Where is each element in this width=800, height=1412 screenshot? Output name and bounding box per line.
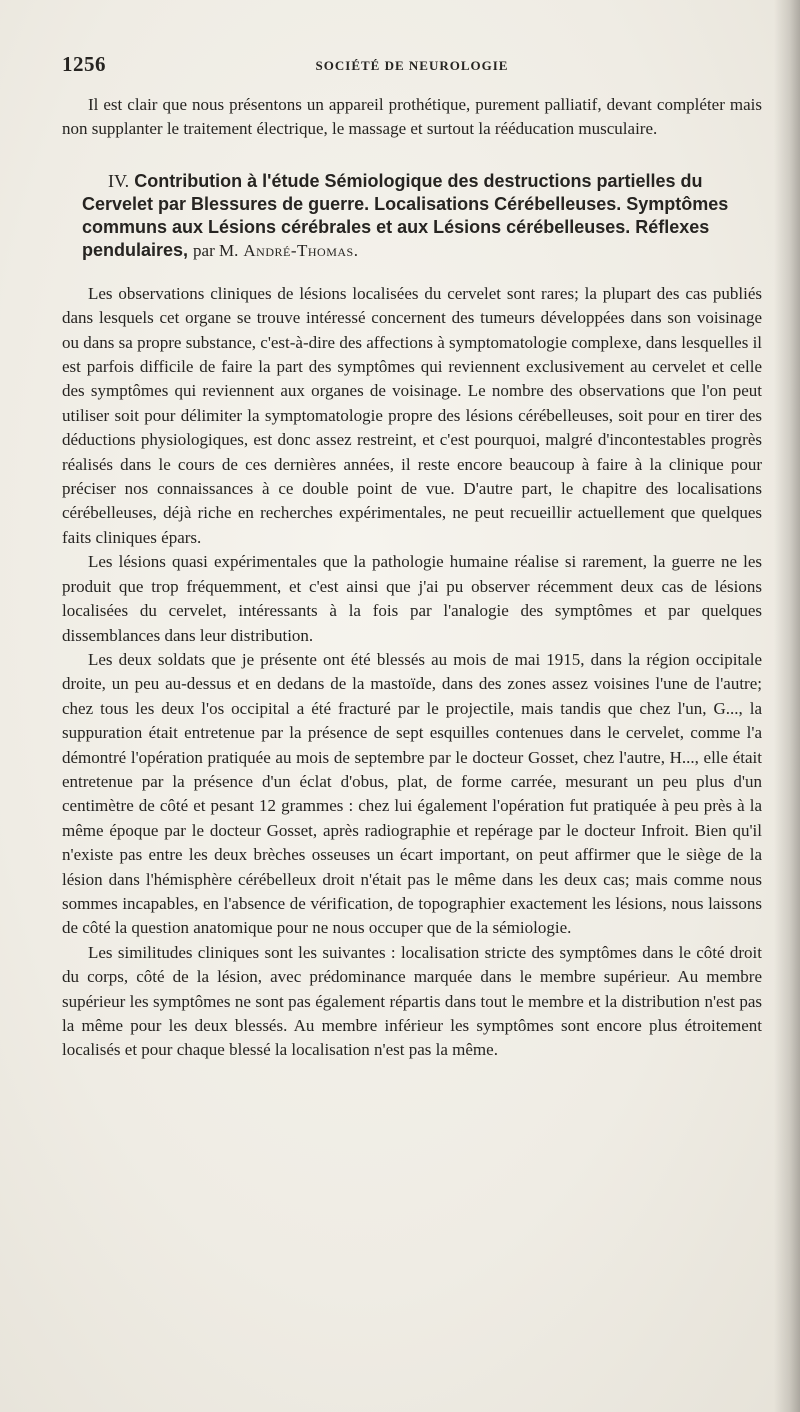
section-numeral: IV. — [108, 170, 130, 191]
page-header — [62, 52, 762, 82]
intro-paragraph: Il est clair que nous présentons un appareil prothétique, purement palliatif, devant compléter mais non supplanter le traitement électrique, le massage et surtout la rééducation musculaire. — [62, 95, 762, 139]
section-author: André-Thomas. — [243, 240, 359, 260]
body-paragraph-1: Les observations cliniques de lésions localisées du cervelet sont rares; la plupart des cas publiés dans lesquels cet organe se trouve intéressé concernent des tumeurs développées dans son voisinage ou dans sa propre substance, c'est-à-dire des affections à symptomatologie complexe, dans lesquelles il est parfois difficile de faire la part des symptômes qui reviennent exclusivement au cervelet et celle des symptômes qui reviennent aux organes de voisinage. Le nombre des observations que l'on peut utiliser soit pour délimiter la symptomatologie propre des lésions cérébelleuses, soit pour en tirer des déductions physiologiques, est donc assez restreint, et c'est pourquoi, malgré d'incontestables progrès réalisés dans le cours de ces dernières années, il reste encore beaucoup à faire à la clinique pour préciser nos connaissances à ce double point de vue. D'autre part, le chapitre des localisations cérébelleuses, déjà riche en recherches expérimentales, ne peut recueillir actuellement que quelques faits cliniques épars. — [62, 283, 763, 547]
running-head: SOCIÉTÉ DE NEUROLOGIE — [315, 58, 509, 73]
section-title: Contribution à l'étude Sémiologique des destructions partielles du Cervelet par Blessures de guerre. Localisations Cérébelleuses. Symptômes communs aux Lésions cérébrales et aux Lésions cérébelleuses. Réflexes pendulaires, — [82, 170, 729, 260]
page-number: 1256 — [62, 52, 106, 76]
heading-spacer — [62, 262, 762, 282]
body-paragraph-2: Les lésions quasi expérimentales que la pathologie humaine réalise si rarement, la guerre ne les produit que trop fréquemment, et c'est ainsi que j'ai pu observer récemment deux cas de lésions localisées du cervelet, intéressants à la fois par l'analogie des symptômes et par quelques dissemblances dans leur distribution. — [62, 552, 762, 645]
body-paragraph-3: Les deux soldats que je présente ont été blessés au mois de mai 1915, dans la région occipitale droite, un peu au-dessus et en dedans de la mastoïde, dans des zones assez voisines l'une de l'autre; chez tous les deux l'os occipital a été fracturé par le projectile, mais tandis que chez l'un, G..., la suppuration était entretenue par la présence de sept esquilles contenues dans le cervelet, comme l'a démontré l'opération pratiquée au mois de septembre par le docteur Gosset, chez l'autre, H..., elle était entretenue par la présence d'un éclat d'obus, plat, de forme carrée, mesurant un peu plus d'un centimètre de côté et pesant 12 grammes : chez lui également l'opération fut pratiquée à peu près à la même époque par le docteur Gosset, après radiographie et repérage par le docteur Infroit. Bien qu'il n'existe pas entre les deux brèches osseuses un écart important, on peut affirmer que le siège de la lésion dans l'hémisphère cérébelleux droit n'était pas le même dans les deux cas; mais comme nous sommes incapables, en l'absence de vérification, de topographier exactement les lésions, nous laissons de côté la question anatomique pour ne nous occuper que de la sémiologie. — [62, 649, 762, 938]
body-paragraph-4: Les similitudes cliniques sont les suivantes : localisation stricte des symptômes dans le côté droit du corps, côté de la lésion, avec prédominance marquée dans le membre supérieur. Au membre supérieur les symptômes ne sont pas également répartis dans tout le membre et la distribution n'est pas la même pour les deux blessés. Au membre inférieur les symptômes sont encore plus étroitement localisés et pour chaque blessé la localisation n'est pas la même. — [62, 942, 762, 1060]
section-heading — [62, 170, 762, 262]
section-spacer — [62, 142, 762, 170]
section-par: par M. — [193, 240, 239, 260]
body-text — [62, 93, 762, 1063]
page-edge-shadow — [774, 0, 800, 1412]
